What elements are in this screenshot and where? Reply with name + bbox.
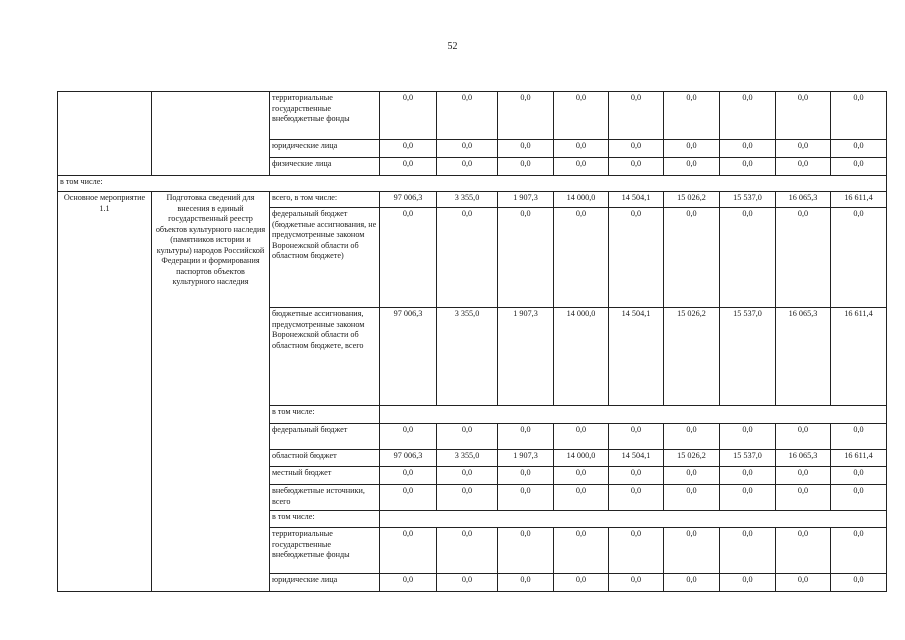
value-cell: 0,0	[720, 574, 776, 592]
value-cell: 0,0	[437, 485, 498, 511]
row-label: всего, в том числе:	[270, 192, 380, 208]
value-cell: 0,0	[554, 208, 609, 308]
value-cell: 0,0	[437, 467, 498, 485]
value-cell: 14 504,1	[609, 450, 664, 467]
measure-name: Основное мероприятие 1.1	[58, 192, 152, 592]
value-cell: 0,0	[437, 574, 498, 592]
value-cell: 0,0	[776, 424, 831, 450]
value-cell: 0,0	[437, 528, 498, 574]
value-cell: 0,0	[609, 92, 664, 140]
value-cell: 0,0	[498, 528, 554, 574]
value-cell: 0,0	[831, 528, 887, 574]
subheading-label: в том числе:	[270, 511, 380, 528]
value-cell: 0,0	[776, 158, 831, 176]
subheading-fill	[380, 511, 887, 528]
table-row	[58, 176, 887, 192]
table-row	[58, 92, 887, 140]
value-cell: 3 355,0	[437, 450, 498, 467]
value-cell: 0,0	[664, 424, 720, 450]
value-cell: 0,0	[437, 424, 498, 450]
value-cell: 0,0	[554, 574, 609, 592]
value-cell: 0,0	[498, 467, 554, 485]
value-cell: 0,0	[380, 467, 437, 485]
value-cell: 0,0	[609, 467, 664, 485]
value-cell: 0,0	[720, 92, 776, 140]
value-cell: 3 355,0	[437, 308, 498, 406]
value-cell: 16 611,4	[831, 450, 887, 467]
row-label: территориальные государственные внебюджетные фонды	[270, 528, 380, 574]
value-cell: 0,0	[498, 92, 554, 140]
value-cell: 16 611,4	[831, 192, 887, 208]
value-cell: 0,0	[380, 208, 437, 308]
value-cell: 0,0	[720, 208, 776, 308]
value-cell: 0,0	[609, 528, 664, 574]
value-cell: 97 006,3	[380, 308, 437, 406]
table-body	[58, 92, 887, 592]
in-total-label: в том числе:	[58, 176, 887, 192]
value-cell: 0,0	[437, 92, 498, 140]
value-cell: 0,0	[380, 158, 437, 176]
value-cell: 0,0	[498, 140, 554, 158]
value-cell: 0,0	[609, 140, 664, 158]
row-label: юридические лица	[270, 574, 380, 592]
value-cell: 0,0	[554, 467, 609, 485]
row-label: внебюджетные источники, всего	[270, 485, 380, 511]
value-cell: 0,0	[554, 528, 609, 574]
value-cell: 0,0	[720, 528, 776, 574]
value-cell: 0,0	[437, 158, 498, 176]
value-cell: 0,0	[498, 424, 554, 450]
value-cell: 0,0	[380, 92, 437, 140]
value-cell: 0,0	[437, 140, 498, 158]
value-cell: 0,0	[664, 158, 720, 176]
value-cell: 14 000,0	[554, 192, 609, 208]
value-cell: 0,0	[776, 485, 831, 511]
value-cell: 0,0	[776, 140, 831, 158]
value-cell: 0,0	[831, 158, 887, 176]
value-cell: 14 000,0	[554, 308, 609, 406]
value-cell: 15 537,0	[720, 192, 776, 208]
value-cell: 16 065,3	[776, 450, 831, 467]
value-cell: 15 026,2	[664, 192, 720, 208]
value-cell: 0,0	[498, 208, 554, 308]
value-cell: 0,0	[664, 208, 720, 308]
value-cell: 14 504,1	[609, 192, 664, 208]
value-cell: 0,0	[776, 92, 831, 140]
value-cell: 0,0	[609, 574, 664, 592]
value-cell: 0,0	[776, 208, 831, 308]
value-cell: 0,0	[720, 467, 776, 485]
value-cell: 0,0	[776, 574, 831, 592]
measure-description: Подготовка сведений для внесения в единый государственный реестр объектов культурного наследия (памятников истории и культуры) народов Российской Федерации и формирования паспортов объектов культурного наследия	[152, 192, 270, 592]
value-cell: 16 611,4	[831, 308, 887, 406]
value-cell: 0,0	[437, 208, 498, 308]
value-cell: 16 065,3	[776, 192, 831, 208]
value-cell: 0,0	[831, 140, 887, 158]
value-cell: 0,0	[380, 424, 437, 450]
row-label: федеральный бюджет	[270, 424, 380, 450]
row-label: федеральный бюджет (бюджетные ассигнования, не предусмотренные законом Воронежской области об областном бюджете)	[270, 208, 380, 308]
value-cell: 0,0	[380, 528, 437, 574]
value-cell: 15 537,0	[720, 308, 776, 406]
row-label: территориальные государственные внебюджетные фонды	[270, 92, 380, 140]
value-cell: 0,0	[664, 140, 720, 158]
empty-cell	[58, 92, 152, 176]
value-cell: 0,0	[380, 485, 437, 511]
value-cell: 0,0	[664, 467, 720, 485]
value-cell: 0,0	[720, 424, 776, 450]
value-cell: 0,0	[720, 485, 776, 511]
value-cell: 14 504,1	[609, 308, 664, 406]
value-cell: 0,0	[720, 158, 776, 176]
value-cell: 0,0	[664, 92, 720, 140]
value-cell: 0,0	[554, 140, 609, 158]
value-cell: 0,0	[554, 92, 609, 140]
value-cell: 15 537,0	[720, 450, 776, 467]
value-cell: 0,0	[664, 528, 720, 574]
value-cell: 0,0	[831, 574, 887, 592]
value-cell: 0,0	[831, 485, 887, 511]
row-label: физические лица	[270, 158, 380, 176]
value-cell: 0,0	[776, 467, 831, 485]
value-cell: 0,0	[831, 92, 887, 140]
value-cell: 97 006,3	[380, 450, 437, 467]
budget-table	[57, 91, 887, 592]
value-cell: 0,0	[380, 140, 437, 158]
row-label: юридические лица	[270, 140, 380, 158]
subheading-fill	[380, 406, 887, 424]
value-cell: 0,0	[664, 574, 720, 592]
page-number: 52	[447, 41, 458, 52]
empty-cell	[152, 92, 270, 176]
value-cell: 0,0	[380, 574, 437, 592]
value-cell: 1 907,3	[498, 308, 554, 406]
value-cell: 0,0	[831, 208, 887, 308]
row-label: бюджетные ассигнования, предусмотренные законом Воронежской области об областном бюджете, всего	[270, 308, 380, 406]
value-cell: 15 026,2	[664, 450, 720, 467]
value-cell: 16 065,3	[776, 308, 831, 406]
value-cell: 0,0	[498, 485, 554, 511]
value-cell: 0,0	[609, 208, 664, 308]
value-cell: 0,0	[776, 528, 831, 574]
value-cell: 97 006,3	[380, 192, 437, 208]
table-row	[58, 192, 887, 208]
value-cell: 15 026,2	[664, 308, 720, 406]
value-cell: 0,0	[664, 485, 720, 511]
value-cell: 0,0	[554, 424, 609, 450]
row-label: местный бюджет	[270, 467, 380, 485]
value-cell: 0,0	[498, 574, 554, 592]
row-label: областной бюджет	[270, 450, 380, 467]
value-cell: 0,0	[609, 424, 664, 450]
subheading-label: в том числе:	[270, 406, 380, 424]
value-cell: 0,0	[554, 158, 609, 176]
value-cell: 0,0	[831, 467, 887, 485]
value-cell: 0,0	[609, 485, 664, 511]
value-cell: 0,0	[609, 158, 664, 176]
value-cell: 0,0	[831, 424, 887, 450]
value-cell: 3 355,0	[437, 192, 498, 208]
value-cell: 1 907,3	[498, 192, 554, 208]
value-cell: 0,0	[554, 485, 609, 511]
value-cell: 0,0	[498, 158, 554, 176]
value-cell: 14 000,0	[554, 450, 609, 467]
value-cell: 0,0	[720, 140, 776, 158]
value-cell: 1 907,3	[498, 450, 554, 467]
